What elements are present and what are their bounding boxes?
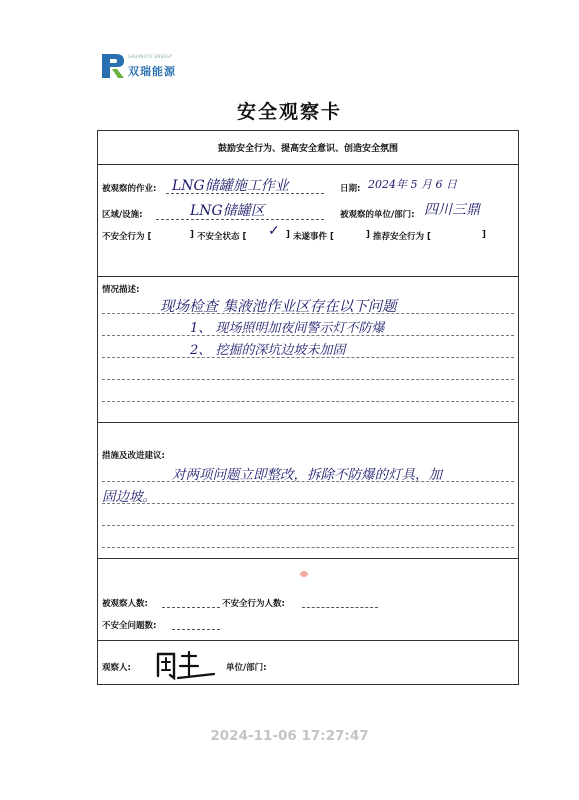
measures-line-1: 对两项问题立即整改，拆除不防爆的灯具，加 bbox=[172, 467, 442, 483]
work-value: LNG储罐施工作业 bbox=[172, 178, 289, 194]
area-label: 区域/设施: bbox=[102, 210, 143, 220]
situation-ruled-line bbox=[102, 357, 514, 358]
unsafe-state-close: ] bbox=[286, 230, 290, 240]
situation-ruled-line bbox=[102, 313, 514, 314]
info-section bbox=[98, 165, 518, 277]
situation-line-1: 现场检查 集液池作业区存在以下问题 bbox=[160, 299, 397, 315]
measures-ruled-line bbox=[102, 525, 514, 526]
unit-value: 四川三鼎 bbox=[424, 202, 480, 218]
near-miss-close: ] bbox=[366, 230, 370, 240]
near-miss-label: 未遂事件 [ bbox=[293, 232, 334, 242]
logo-mark-icon bbox=[100, 52, 126, 80]
logo-tagline: SHUANGYU ENERGY bbox=[128, 54, 173, 59]
company-logo bbox=[100, 50, 180, 84]
logo-name: 双瑞能源 bbox=[128, 65, 176, 78]
motto-text: 鼓励安全行为、提高安全意识、创造安全氛围 bbox=[217, 144, 398, 154]
situation-line-2: 1、 现场照明加夜间警示灯不防爆 bbox=[190, 321, 385, 336]
situation-ruled-line bbox=[102, 379, 514, 380]
measures-section bbox=[98, 423, 518, 559]
date-label: 日期: bbox=[340, 184, 361, 194]
situation-label: 情况描述: bbox=[102, 285, 140, 295]
observed-count-label: 被观察人数: bbox=[102, 599, 148, 609]
unsafe-issue-underline bbox=[172, 629, 220, 630]
motto-row bbox=[98, 131, 518, 165]
work-label: 被观察的作业: bbox=[102, 184, 157, 194]
situation-ruled-line bbox=[102, 335, 514, 336]
measures-ruled-line bbox=[102, 481, 514, 482]
date-value: 2024年 5 月 6 日 bbox=[368, 178, 457, 191]
unsafe-state-check-mark: ✓ bbox=[268, 223, 280, 239]
measures-ruled-line bbox=[102, 547, 514, 548]
ink-smudge bbox=[300, 571, 308, 577]
unit-label: 被观察的单位/部门: bbox=[340, 210, 415, 220]
measures-ruled-line bbox=[102, 503, 514, 504]
stats-section bbox=[98, 559, 518, 641]
observed-count-underline bbox=[162, 607, 220, 608]
unsafe-act-label: 不安全行为 [ bbox=[102, 232, 152, 242]
recommend-label: 推荐安全行为 [ bbox=[373, 232, 431, 242]
situation-ruled-line bbox=[102, 401, 514, 402]
observer-signature bbox=[152, 648, 216, 682]
measures-line-2: 固边坡。 bbox=[102, 489, 156, 505]
page-title: 安全观察卡 bbox=[236, 101, 342, 123]
situation-line-3: 2、 挖掘的深坑边坡未加固 bbox=[190, 343, 346, 358]
measures-label: 措施及改进建议: bbox=[102, 451, 165, 461]
unsafe-count-label: 不安全行为人数: bbox=[222, 599, 285, 609]
observer-unit-label: 单位/部门: bbox=[226, 663, 267, 673]
unsafe-issue-label: 不安全问题数: bbox=[102, 621, 157, 631]
scan-timestamp: 2024-11-06 17:27:47 bbox=[210, 728, 369, 744]
recommend-close: ] bbox=[482, 230, 486, 240]
unsafe-act-close: ] bbox=[190, 230, 194, 240]
situation-section bbox=[98, 277, 518, 423]
area-value: LNG储罐区 bbox=[190, 203, 265, 219]
observer-label: 观察人: bbox=[102, 663, 131, 673]
unsafe-state-label: 不安全状态 [ bbox=[197, 232, 247, 242]
unsafe-count-underline bbox=[302, 607, 378, 608]
observation-card bbox=[97, 130, 519, 685]
